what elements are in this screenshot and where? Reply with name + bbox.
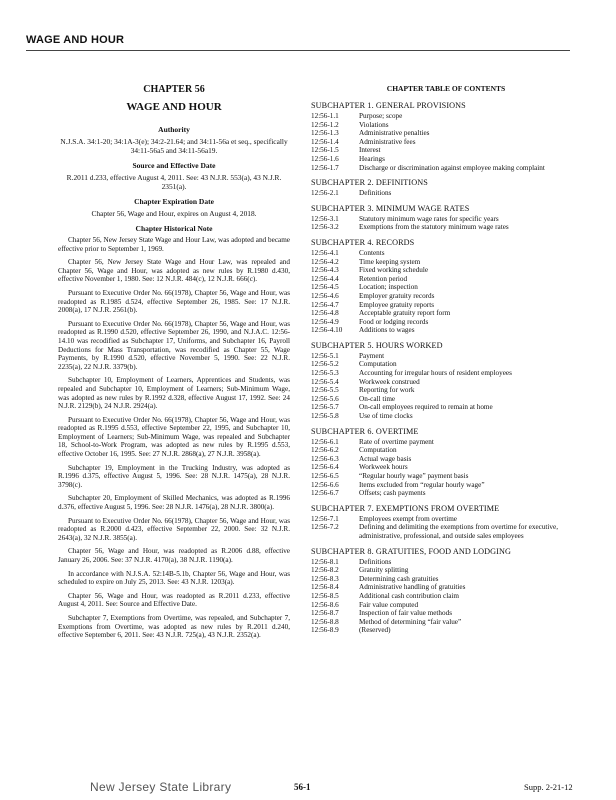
toc-entry: [311, 463, 581, 472]
toc-entry: [311, 352, 581, 361]
section-title: Acceptable gratuity report form: [359, 309, 451, 318]
section-title: Discharge or discrimination against employee making complaint: [359, 163, 545, 172]
section-number: 12:56-4.5: [311, 283, 339, 292]
section-number: 12:56-4.3: [311, 266, 339, 275]
section-title: Food or lodging records: [359, 317, 429, 326]
history-paragraph: Subchapter 7, Exemptions from Overtime, was repealed, and Subchapter 7, Exemptions from Overtime, was adopted as new rules by R.2011 d.240, effective September 6, 2011. See: 43 N.J.R. 725(a), 43 N.J.R. 2352(a).: [58, 613, 290, 640]
section-number: 12:56-4.4: [311, 274, 339, 283]
section-title: Actual wage basis: [359, 454, 412, 463]
toc-entry: [311, 112, 581, 121]
section-number: 12:56-6.6: [311, 480, 339, 489]
section-number: 12:56-7.1: [311, 514, 339, 523]
section-number: 12:56-4.2: [311, 257, 339, 266]
toc-entry: [311, 309, 581, 318]
chapter-title: WAGE AND HOUR: [126, 101, 222, 113]
historical-notes: [58, 236, 290, 640]
section-number: 12:56-1.5: [311, 146, 339, 155]
section-number: 12:56-3.1: [311, 214, 339, 223]
section-title: Offsets; cash payments: [359, 489, 426, 498]
toc-entry: [311, 609, 581, 618]
section-number: 12:56-8.6: [311, 600, 339, 609]
toc-entry: [311, 215, 581, 224]
toc-entry: [311, 583, 581, 592]
section-number: 12:56-8.1: [311, 557, 339, 566]
section-title: Definitions: [359, 557, 392, 566]
section-number: 12:56-5.1: [311, 351, 339, 360]
section-number: 12:56-4.10: [311, 326, 343, 335]
toc-entry: [311, 455, 581, 464]
section-number: 12:56-5.2: [311, 360, 339, 369]
toc-entry: [311, 266, 581, 275]
toc-entry: [311, 138, 581, 147]
toc-entry: [311, 292, 581, 301]
section-number: 12:56-5.3: [311, 369, 339, 378]
toc-entry: [311, 360, 581, 369]
toc-entry: [311, 412, 581, 421]
section-number: 12:56-8.8: [311, 617, 339, 626]
section-title: Rate of overtime payment: [359, 437, 434, 446]
toc-entry: [311, 301, 581, 310]
section-title: Gratuity splitting: [359, 566, 409, 575]
history-paragraph: Subchapter 19, Employment in the Trucking Industry, was adopted as R.1996 d.375, effective August 5, 1996. See: 28 N.J.R. 1475(a), 28 N.J.R. 3798(c).: [58, 463, 290, 489]
section-title: Additions to wages: [359, 326, 415, 335]
section-number: 12:56-8.7: [311, 609, 339, 618]
section-title: Employees exempt from overtime: [359, 514, 457, 523]
section-title: Location; inspection: [359, 283, 418, 292]
history-paragraph: In accordance with N.J.S.A. 52:14B-5.1b, Chapter 56, Wage and Hour, was scheduled to expire on July 25, 2013. See: 43 N.J.R. 1203(a).: [58, 569, 290, 587]
section-title: Reporting for work: [359, 386, 415, 395]
section-number: 12:56-8.5: [311, 591, 339, 600]
section-number: 12:56-8.2: [311, 566, 339, 575]
toc-entry: [311, 249, 581, 258]
source-text: R.2011 d.233, effective August 4, 2011. See: 43 N.J.R. 553(a), 43 N.J.R. 2351(a).: [66, 173, 282, 191]
toc-entry: [311, 121, 581, 130]
toc-entry: [311, 369, 581, 378]
section-title: (Reserved): [359, 626, 391, 635]
toc-entry: [311, 146, 581, 155]
section-title: Employer gratuity records: [359, 291, 435, 300]
toc-entry: [311, 592, 581, 601]
section-title: Administrative handling of gratuities: [359, 583, 466, 592]
section-number: 12:56-2.1: [311, 189, 339, 198]
section-title: Method of determining “fair value”: [359, 617, 462, 626]
section-title: Definitions: [359, 189, 392, 198]
section-title: Exemptions from the statutory minimum wage rates: [359, 223, 509, 232]
section-number: 12:56-5.4: [311, 377, 339, 386]
section-number: 12:56-5.5: [311, 386, 339, 395]
section-title: Statutory minimum wage rates for specific years: [359, 214, 499, 223]
toc-entry: [311, 515, 581, 524]
history-paragraph: Pursuant to Executive Order No. 66(1978), Chapter 56, Wage and Hour, was readopted as R.1995 d.553, effective September 22, 1995, and Subchapter 10, Employment of Learners; Sub-Minimum Wage, was repealed and Subchapter 18, School-to-Work Program, was adopted as new rules by R.1995 d.553, effective October 16, 1995. See: 27 N.J.R. 2868(a), 27 N.J.R. 3958(a).: [58, 415, 290, 459]
source-heading: Source and Effective Date: [132, 161, 216, 170]
section-number: 12:56-5.7: [311, 403, 339, 412]
toc-entry: [311, 523, 581, 540]
section-title: Hearings: [359, 154, 385, 163]
toc-entry: [311, 626, 581, 635]
section-title: Computation: [359, 360, 397, 369]
history-paragraph: Pursuant to Executive Order No. 66(1978), Chapter 56, Wage and Hour, was readopted as R.2000 d.423, effective September 22, 2000. See: 32 N.J.R. 2643(a), 32 N.J.R. 3855(a).: [58, 516, 290, 542]
toc-entry: [311, 395, 581, 404]
table-of-contents: [311, 80, 581, 635]
toc-list: [311, 101, 581, 635]
toc-heading: CHAPTER TABLE OF CONTENTS: [386, 84, 506, 93]
history-paragraph: Chapter 56, New Jersey State Wage and Hour Law, was repealed and Chapter 56, Wage and Hour, was adopted as new rules by R.1980 d.430, effective November 1, 1980. See: 12 N.J.R. 484(c), 12 N.J.R. 666(c).: [58, 258, 290, 284]
section-title: Accounting for irregular hours of resident employees: [359, 369, 512, 378]
section-number: 12:56-4.8: [311, 309, 339, 318]
running-header: WAGE AND HOUR: [26, 34, 125, 46]
subchapter-heading: SUBCHAPTER 7. EXEMPTIONS FROM OVERTIME: [311, 503, 500, 513]
section-title: Payment: [359, 351, 385, 360]
toc-entry: [311, 558, 581, 567]
toc-entry: [311, 386, 581, 395]
section-number: 12:56-6.3: [311, 454, 339, 463]
expiration-heading: Chapter Expiration Date: [134, 197, 214, 206]
toc-entry: [311, 155, 581, 164]
toc-entry: [311, 275, 581, 284]
section-title: Retention period: [359, 274, 408, 283]
section-title: Additional cash contribution claim: [359, 591, 460, 600]
section-title: Workweek construed: [359, 377, 420, 386]
library-watermark: New Jersey State Library: [90, 780, 232, 794]
toc-entry: [311, 223, 581, 232]
history-paragraph: Pursuant to Executive Order No. 66(1978), Chapter 56, Wage and Hour, was readopted as R.1985 d.524, effective September 26, 1985. See: 17 N.J.R. 2008(a), 17 N.J.R. 2561(b).: [58, 288, 290, 315]
section-title: Fair value computed: [359, 600, 419, 609]
section-title: Administrative fees: [359, 137, 416, 146]
toc-entry: [311, 403, 581, 412]
section-title: Interest: [359, 146, 381, 155]
subchapter-heading: SUBCHAPTER 1. GENERAL PROVISIONS: [311, 101, 466, 110]
section-number: 12:56-6.7: [311, 489, 339, 498]
subchapter-heading: SUBCHAPTER 3. MINIMUM WAGE RATES: [311, 203, 470, 213]
section-number: 12:56-1.7: [311, 163, 339, 172]
section-number: 12:56-6.4: [311, 463, 339, 472]
supplement-date: Supp. 2-21-12: [524, 782, 573, 792]
section-title: Contents: [359, 248, 385, 257]
authority-heading: Authority: [158, 125, 190, 134]
history-paragraph: Subchapter 10, Employment of Learners, Apprentices and Students, was repealed and Subchapter 10, Employment of Learners; Sub-Minimum Wage, was adopted as new rules by R.1992 d.328, effective August 17, 1992. See: 24 N.J.R. 2129(b), 24 N.J.R. 2924(a).: [58, 376, 290, 411]
toc-entry: [311, 481, 581, 490]
toc-entry: [311, 378, 581, 387]
history-paragraph: Subchapter 20, Employment of Skilled Mechanics, was adopted as R.1996 d.376, effective August 5, 1996. See: 28 N.J.R. 1476(a), 28 N.J.R. 3800(a).: [58, 494, 290, 512]
section-number: 12:56-6.5: [311, 472, 339, 480]
chapter-number: CHAPTER 56: [143, 84, 205, 95]
history-heading: Chapter Historical Note: [135, 224, 213, 233]
section-number: 12:56-7.2: [311, 523, 339, 532]
section-number: 12:56-1.6: [311, 154, 339, 163]
toc-entry: [311, 446, 581, 455]
authority-text: N.J.S.A. 34:1-20; 34:1A-3(e); 34:2-21.64; and 34:11-56a et seq., specifically 34:11-56a5 and 34:11-56a19.: [60, 137, 288, 155]
section-number: 12:56-3.2: [311, 223, 339, 232]
toc-entry: [311, 601, 581, 610]
toc-entry: [311, 326, 581, 335]
section-title: On-call time: [359, 394, 396, 403]
toc-entry: [311, 618, 581, 627]
expiration-text: Chapter 56, Wage and Hour, expires on August 4, 2018.: [91, 209, 257, 218]
section-title: Determining cash gratuities: [359, 574, 439, 583]
section-title: Employee gratuity reports: [359, 300, 435, 309]
section-title: Defining and delimiting the exemptions from overtime for executive, administrative, professional, and outside sales employees: [359, 523, 558, 540]
section-title: Inspection of fair value methods: [359, 609, 453, 618]
history-paragraph: Chapter 56, Wage and Hour, was readopted as R.2006 d.88, effective January 26, 2006. See: 37 N.J.R. 4170(a), 38 N.J.R. 1190(a).: [58, 547, 290, 564]
section-title: Items excluded from “regular hourly wage”: [359, 480, 485, 489]
section-title: Purpose; scope: [359, 112, 403, 120]
toc-entry: [311, 575, 581, 584]
section-number: 12:56-1.2: [311, 120, 339, 129]
section-number: 12:56-6.2: [311, 446, 339, 455]
section-title: Computation: [359, 446, 397, 455]
page-number: 56-1: [294, 782, 311, 792]
subchapter-heading: SUBCHAPTER 5. HOURS WORKED: [311, 340, 443, 350]
header-rule: [26, 50, 570, 51]
toc-entry: [311, 129, 581, 138]
section-number: 12:56-1.1: [311, 112, 339, 120]
section-number: 12:56-4.9: [311, 317, 339, 326]
toc-entry: [311, 283, 581, 292]
toc-entry: [311, 489, 581, 498]
subchapter-heading: SUBCHAPTER 2. DEFINITIONS: [311, 178, 428, 188]
toc-entry: [311, 472, 581, 481]
toc-entry: [311, 258, 581, 267]
chapter-front-matter: [58, 80, 290, 645]
section-title: “Regular hourly wage” payment basis: [359, 472, 469, 480]
section-number: 12:56-1.3: [311, 129, 339, 138]
section-title: Fixed working schedule: [359, 266, 429, 275]
history-paragraph: Pursuant to Executive Order No. 66(1978), Chapter 56, Wage and Hour, was readopted as R.1990 d.520, effective September 26, 1990, and N.J.A.C. 12:56-14.10 was recodified as Subchapter 17, Uniforms, and Subchapter 16, Payroll Deductions for Mass Transportation, was recodified as Chapter 55, Wage Payments, by R.1990 d.520, effective November 5, 1990. See: 22 N.J.R. 2235(a), 22 N.J.R. 3379(b).: [58, 319, 290, 371]
subchapter-heading: SUBCHAPTER 6. OVERTIME: [311, 426, 419, 436]
section-number: 12:56-6.1: [311, 437, 339, 446]
section-title: Workweek hours: [359, 463, 408, 472]
section-number: 12:56-8.9: [311, 626, 339, 635]
section-title: On-call employees required to remain at home: [359, 403, 493, 412]
section-number: 12:56-5.8: [311, 412, 339, 421]
toc-entry: [311, 566, 581, 575]
section-title: Time keeping system: [359, 257, 421, 266]
toc-entry: [311, 164, 581, 173]
subchapter-heading: SUBCHAPTER 8. GRATUITIES, FOOD AND LODGING: [311, 546, 512, 556]
section-number: 12:56-4.7: [311, 300, 339, 309]
section-number: 12:56-1.4: [311, 137, 339, 146]
section-title: Violations: [359, 120, 389, 129]
subchapter-heading: SUBCHAPTER 4. RECORDS: [311, 237, 415, 247]
toc-entry: [311, 438, 581, 447]
section-number: 12:56-5.6: [311, 394, 339, 403]
toc-entry: [311, 318, 581, 327]
section-number: 12:56-4.6: [311, 291, 339, 300]
toc-entry: [311, 189, 581, 198]
history-paragraph: Chapter 56, New Jersey State Wage and Hour Law, was adopted and became effective prior to September 1, 1969.: [58, 236, 290, 253]
section-number: 12:56-4.1: [311, 248, 339, 257]
section-number: 12:56-8.4: [311, 583, 339, 592]
section-title: Administrative penalties: [359, 129, 430, 138]
section-title: Use of time clocks: [359, 412, 413, 421]
section-number: 12:56-8.3: [311, 574, 339, 583]
history-paragraph: Chapter 56, Wage and Hour, was readopted as R.2011 d.233, effective August 4, 2011. See: Source and Effective Date.: [58, 591, 290, 609]
